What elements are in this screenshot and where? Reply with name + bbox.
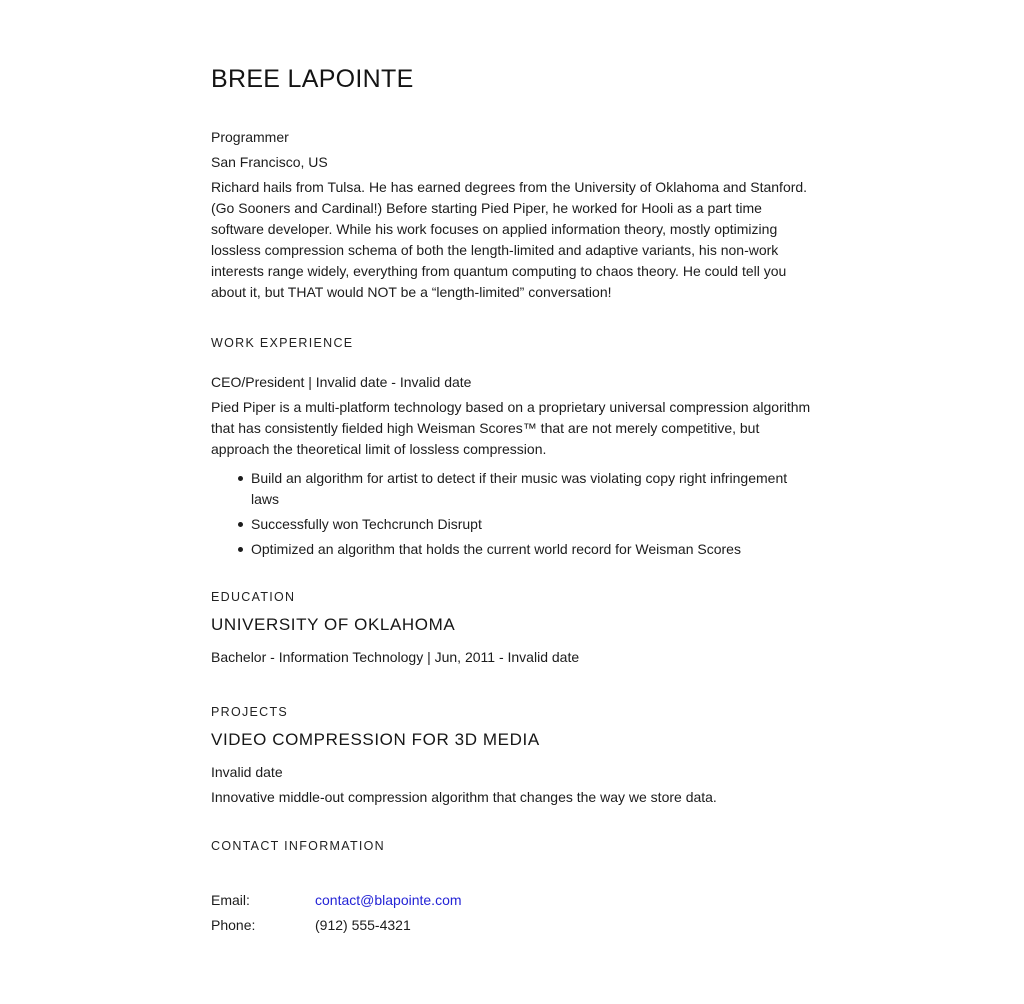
location: San Francisco, US [211,154,328,170]
job-highlight-item: Successfully won Techcrunch Disrupt [251,514,813,535]
email-link[interactable]: contact@blapointe.com [315,892,462,908]
education-details: Bachelor - Information Technology | Jun, 2011 - Invalid date [211,649,580,665]
work-experience-section [211,336,813,560]
contact-section [211,839,813,936]
job-title-line: CEO/President | Invalid date - Invalid date [211,374,472,390]
job-title: Programmer [211,129,289,145]
project-description: Innovative middle-out compression algorithm that changes the way we store data. [211,789,717,805]
job-highlights-list [211,468,813,560]
email-label: Email: [211,892,250,908]
bio-paragraph: Richard hails from Tulsa. He has earned degrees from the University of Oklahoma and Stanford. (Go Sooners and Cardinal!) Before starting Pied Piper, he worked for Hooli as a part time software developer. While his work focuses on applied information theory, mostly optimizing lossless compression schema of both the length-limited and adaptive variants, his non-work interests range widely, everything from quantum computing to chaos theory. He could tell you about it, but THAT would NOT be a “length-limited” conversation! [211,179,808,300]
contact-rows [211,890,813,936]
contact-row-email [211,890,813,911]
projects-section [211,705,813,808]
phone-value: (912) 555-4321 [315,917,411,933]
resume-content [211,0,813,940]
phone-label: Phone: [211,917,256,933]
education-institution: UNIVERSITY OF OKLAHOMA [211,615,456,634]
work-experience-heading: WORK EXPERIENCE [211,336,354,350]
education-heading: EDUCATION [211,590,296,604]
projects-heading: PROJECTS [211,705,289,719]
job-highlight-item: Build an algorithm for artist to detect if their music was violating copy right infringement laws [251,468,813,510]
contact-heading: CONTACT INFORMATION [211,839,385,853]
project-date: Invalid date [211,764,283,780]
job-description: Pied Piper is a multi-platform technology based on a proprietary universal compression algorithm that has consistently fielded high Weisman Scores™ that are not merely competitive, but approach the theoretical limit of lossless compression. [211,399,811,457]
education-section [211,590,813,668]
project-name: VIDEO COMPRESSION FOR 3D MEDIA [211,730,540,749]
contact-row-phone [211,915,813,936]
resume-name: BREE LAPOINTE [211,65,414,93]
job-highlight-item: Optimized an algorithm that holds the current world record for Weisman Scores [251,539,813,560]
